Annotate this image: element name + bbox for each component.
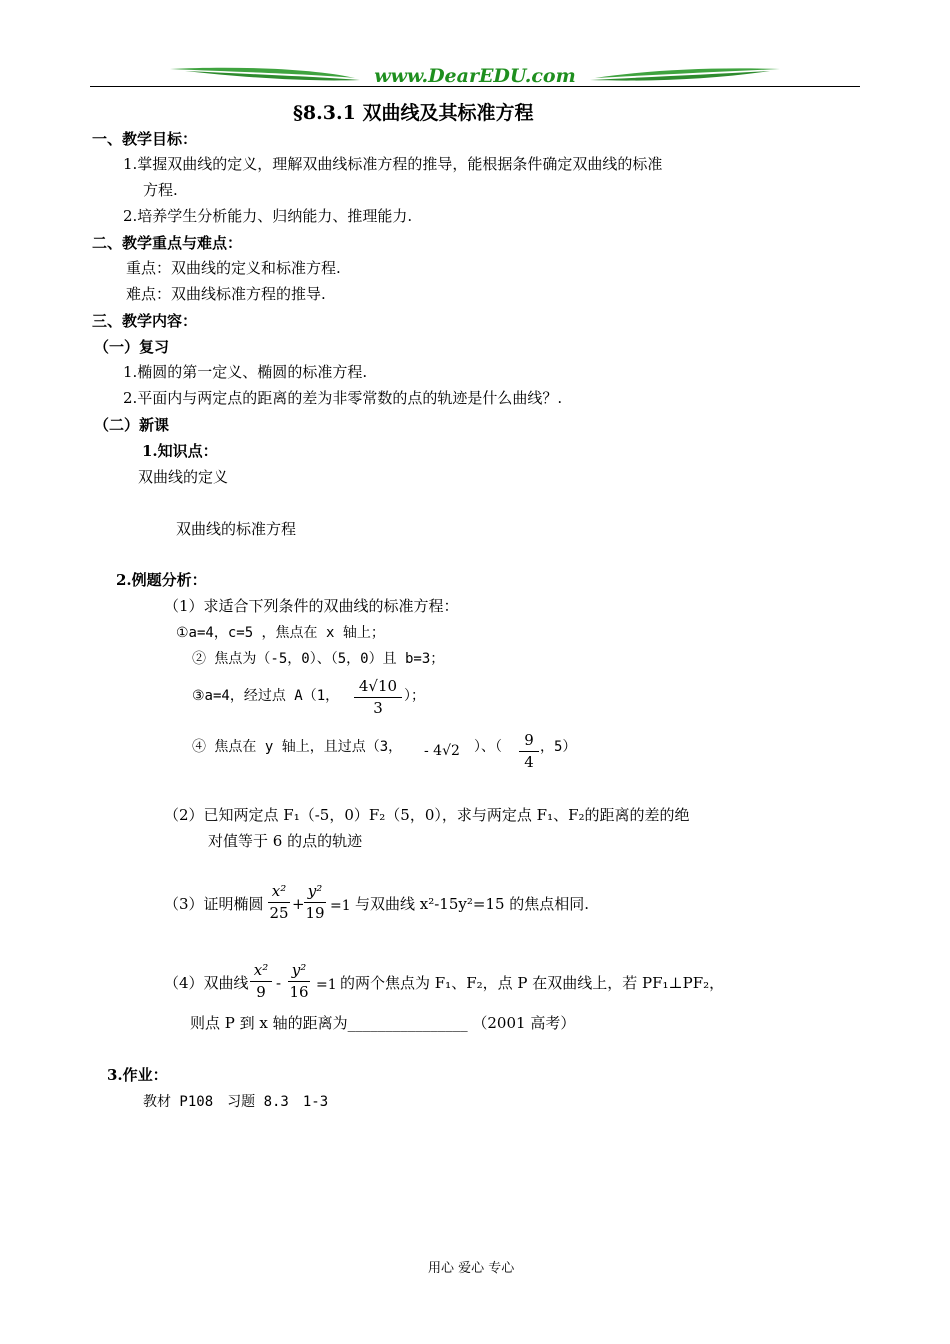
question-4-cont: 则点 P 到 x 轴的距离为________________ （2001 高考） bbox=[190, 1014, 576, 1032]
condition-4-fraction bbox=[519, 733, 539, 770]
question-2-cont: 对值等于 6 的点的轨迹 bbox=[208, 832, 363, 850]
section-2-heading: 二、教学重点与难点： bbox=[92, 234, 243, 252]
condition-4-denominator: 4 bbox=[524, 753, 534, 771]
difficult-point: 难点：双曲线标准方程的推导. bbox=[126, 285, 326, 303]
condition-3-fraction bbox=[354, 679, 402, 716]
knowledge-definition: 双曲线的定义 bbox=[138, 468, 229, 486]
q4-denominator-y: 16 bbox=[289, 983, 309, 1001]
condition-1: ①a=4，c=5 ，焦点在 x 轴上； bbox=[176, 625, 385, 641]
condition-4-numerator: 9 bbox=[524, 731, 534, 749]
homework-heading: 3.作业： bbox=[107, 1066, 168, 1084]
review-item-1: 1.椭圆的第一定义、椭圆的标准方程. bbox=[123, 363, 368, 381]
condition-2: ② 焦点为（-5，0）、（5，0）且 b=3； bbox=[192, 651, 445, 667]
question-4-prefix: （4）双曲线 bbox=[164, 974, 249, 992]
objective-2: 2.培养学生分析能力、归纳能力、推理能力. bbox=[123, 207, 413, 225]
condition-3-suffix: ）； bbox=[404, 688, 425, 704]
q3-numerator-x: x² bbox=[271, 882, 287, 900]
footer-text: 用心 爱心 专心 bbox=[428, 1261, 515, 1276]
q4-fraction-y bbox=[288, 963, 310, 1000]
review-item-2: 2.平面内与两定点的距离的差为非零常数的点的轨迹是什么曲线？. bbox=[123, 389, 563, 407]
q4-equals: =1 bbox=[316, 977, 337, 993]
q3-denominator-y: 19 bbox=[305, 904, 325, 922]
section-1-heading: 一、教学目标： bbox=[92, 130, 198, 148]
q3-numerator-y: y² bbox=[307, 882, 323, 900]
review-heading: （一）复习 bbox=[94, 338, 170, 356]
objective-1: 1.掌握双曲线的定义，理解双曲线标准方程的推导，能根据条件确定双曲线的标准 bbox=[123, 155, 663, 173]
q4-denominator-x: 9 bbox=[256, 983, 266, 1001]
question-1: （1）求适合下列条件的双曲线的标准方程： bbox=[164, 597, 459, 615]
question-2: （2）已知两定点 F₁（-5，0）F₂（5，0），求与两定点 F₁、F₂的距离的差的绝 bbox=[164, 806, 690, 824]
homework-text: 教材 P108 习题 8.3 1-3 bbox=[143, 1094, 329, 1110]
question-4-suffix: 的两个焦点为 F₁、F₂，点 P 在双曲线上，若 PF₁⊥PF₂， bbox=[340, 974, 725, 992]
header-logo bbox=[90, 60, 860, 92]
section-3-heading: 三、教学内容： bbox=[92, 312, 198, 330]
q3-denominator-x: 25 bbox=[269, 904, 289, 922]
q3-fraction-y bbox=[304, 884, 326, 921]
q3-plus: + bbox=[292, 895, 305, 913]
condition-3-denominator: 3 bbox=[373, 699, 383, 717]
question-3-prefix: （3）证明椭圆 bbox=[164, 895, 264, 913]
objective-1-cont: 方程. bbox=[143, 181, 178, 199]
page-title: §8.3.1 双曲线及其标准方程 bbox=[293, 102, 534, 124]
condition-4-suffix: ，5） bbox=[540, 739, 577, 755]
q4-numerator-x: x² bbox=[253, 961, 269, 979]
question-3-suffix: 与双曲线 x²-15y²=15 的焦点相同. bbox=[355, 895, 590, 913]
condition-4-point-y: - 4√2 bbox=[424, 743, 460, 759]
q3-fraction-x bbox=[268, 884, 290, 921]
key-point: 重点：双曲线的定义和标准方程. bbox=[126, 259, 341, 277]
q4-minus: - bbox=[276, 974, 282, 992]
condition-4-mid: ）、（ bbox=[474, 739, 502, 755]
condition-3-prefix: ③a=4，经过点 A（1， bbox=[192, 688, 340, 704]
knowledge-equation: 双曲线的标准方程 bbox=[176, 520, 297, 538]
condition-4-prefix: ④ 焦点在 y 轴上，且过点（3， bbox=[192, 739, 403, 755]
q4-numerator-y: y² bbox=[291, 961, 307, 979]
knowledge-heading: 1.知识点： bbox=[142, 442, 218, 460]
examples-heading: 2.例题分析： bbox=[116, 571, 207, 589]
new-lesson-heading: （二）新课 bbox=[94, 416, 170, 434]
condition-3-numerator: 4√10 bbox=[358, 677, 398, 695]
q4-fraction-x bbox=[250, 963, 272, 1000]
q3-equals: =1 bbox=[330, 898, 351, 914]
logo-text: www.DearEDU.com bbox=[374, 65, 576, 87]
